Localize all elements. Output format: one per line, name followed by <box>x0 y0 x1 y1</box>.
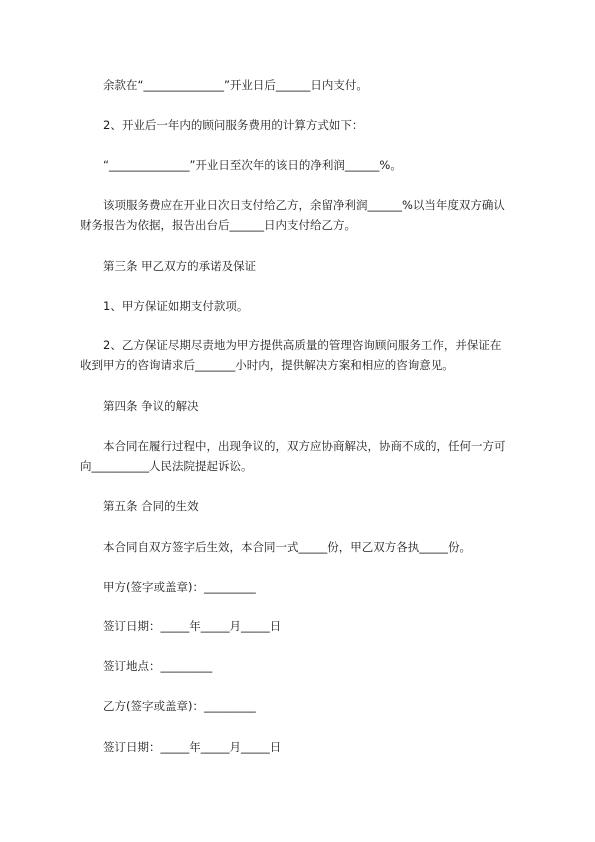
paragraph-line: 本合同在履行过程中，出现争议的，双方应协商解决，协商不成的，任何一方可 <box>103 439 506 453</box>
party-b-signing-date <box>103 737 523 757</box>
party-a-signing-date <box>103 616 523 636</box>
party-b-signature <box>103 696 523 716</box>
signing-place <box>103 656 523 676</box>
article-three-heading <box>103 256 523 276</box>
paragraph-fee-calculation-heading <box>103 115 523 135</box>
paragraph-line: 第五条 合同的生效 <box>103 499 199 513</box>
paragraph-line: 第三条 甲乙双方的承诺及保证 <box>103 259 257 273</box>
paragraph-line: 乙方(签字或盖章)：_________ <box>103 699 256 713</box>
paragraph-line: 第四条 争议的解决 <box>103 399 199 413</box>
paragraph-balance-payment <box>103 75 523 95</box>
paragraph-line: 签订日期：_____年_____月_____日 <box>103 740 282 754</box>
paragraph-line: 甲方(签字或盖章)：_________ <box>103 580 256 594</box>
paragraph-line: 向__________人民法院提起诉讼。 <box>80 459 253 473</box>
paragraph-line: 签订地点：_________ <box>103 659 213 673</box>
paragraph-line: 财务报告为依据，报告出台后______日内支付给乙方。 <box>80 218 356 232</box>
paragraph-dispute-resolution <box>80 436 523 476</box>
paragraph-contract-copies <box>103 537 523 557</box>
paragraph-line: 收到甲方的咨询请求后_______小时内，提供解决方案和相应的咨询意见。 <box>80 358 454 372</box>
paragraph-net-profit-ratio <box>103 155 523 175</box>
paragraph-line: 签订日期：_____年_____月_____日 <box>103 619 282 633</box>
article-four-heading <box>103 396 523 416</box>
paragraph-line: 2、乙方保证尽期尽责地为甲方提供高质量的管理咨询顾问服务工作，并保证在 <box>103 338 502 352</box>
article-five-heading <box>103 496 523 516</box>
paragraph-line: 1、甲方保证如期支付款项。 <box>103 299 249 313</box>
paragraph-line: 该项服务费应在开业日次日支付给乙方，余留净利润______%以当年度双方确认 <box>103 198 505 212</box>
paragraph-line: “______________”开业日至次年的该日的净利润______%。 <box>103 158 402 172</box>
paragraph-service-fee-payment <box>80 195 523 235</box>
paragraph-party-b-guarantee <box>80 335 523 375</box>
paragraph-party-a-guarantee <box>103 296 523 316</box>
paragraph-line: 本合同自双方签字后生效，本合同一式_____份，甲乙双方各执_____份。 <box>103 540 471 554</box>
paragraph-line: 余款在“______________”开业日后______日内支付。 <box>103 78 368 92</box>
party-a-signature <box>103 577 523 597</box>
paragraph-line: 2、开业后一年内的顾问服务费用的计算方式如下： <box>103 118 364 132</box>
